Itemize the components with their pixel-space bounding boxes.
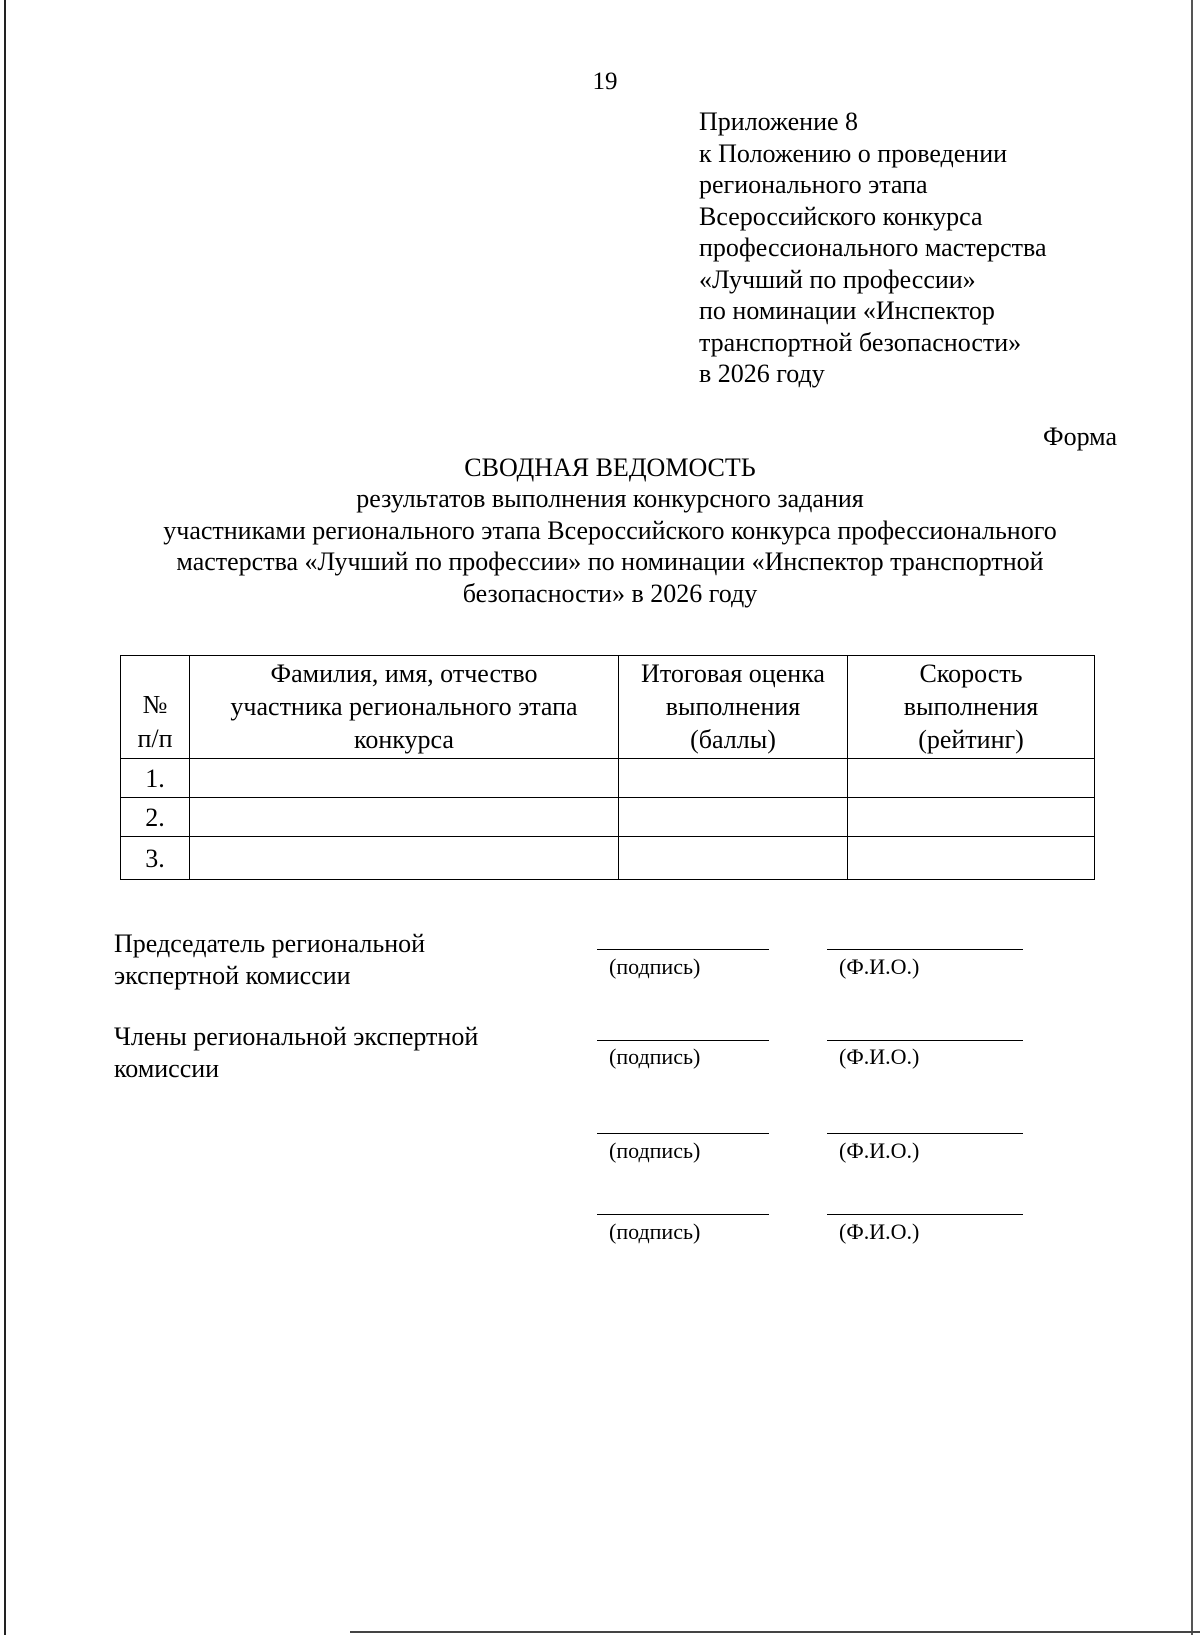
speed-rating-cell	[848, 759, 1095, 798]
participant-name-cell	[190, 759, 619, 798]
header-final-score	[619, 656, 848, 759]
appendix-line: Всероссийского конкурса	[699, 201, 983, 231]
header-line: Фамилия, имя, отчество	[270, 659, 538, 688]
speed-rating-cell	[848, 798, 1095, 837]
subtitle-line: участниками регионального этапа Всероссийского конкурса профессионального	[163, 515, 1057, 545]
members-role	[114, 1021, 478, 1085]
header-number	[121, 656, 190, 759]
name-caption: (Ф.И.О.)	[839, 1044, 920, 1069]
row-number: 1.	[121, 759, 190, 798]
member-name-line	[827, 1040, 1023, 1041]
name-caption: (Ф.И.О.)	[839, 954, 920, 979]
appendix-line: «Лучший по профессии»	[699, 264, 976, 294]
member-signature-line	[597, 1040, 769, 1041]
final-score-cell	[619, 837, 848, 880]
role-line: Председатель региональной	[114, 929, 426, 958]
table-header-row	[121, 656, 1095, 759]
role-line: экспертной комиссии	[114, 961, 351, 990]
header-line: Скорость	[919, 659, 1023, 688]
appendix-line: по номинации «Инспектор	[699, 296, 995, 325]
results-table	[120, 655, 1095, 880]
document-subtitle	[90, 483, 1130, 609]
final-score-cell	[619, 759, 848, 798]
member-name-line	[827, 1214, 1023, 1215]
header-line: (баллы)	[690, 725, 776, 754]
header-line: выполнения	[903, 692, 1039, 721]
header-line: (рейтинг)	[918, 725, 1024, 754]
appendix-line: транспортной безопасности»	[699, 327, 1022, 357]
row-number: 2.	[121, 798, 190, 837]
member-name-line	[827, 1133, 1023, 1134]
appendix-line: регионального этапа	[699, 170, 928, 199]
subtitle-line: результатов выполнения конкурсного задания	[356, 484, 864, 513]
scan-left-edge	[4, 0, 6, 1635]
form-label: Форма	[1043, 422, 1117, 451]
role-line: Члены региональной экспертной	[114, 1022, 479, 1051]
speed-rating-cell	[848, 837, 1095, 880]
appendix-line: в 2026 году	[699, 359, 825, 388]
table-row	[121, 759, 1095, 798]
signature-caption: (подпись)	[609, 1219, 701, 1244]
member-signature-line	[597, 1214, 769, 1215]
appendix-line: профессионального мастерства	[699, 233, 1047, 262]
row-number: 3.	[121, 837, 190, 880]
scan-bottom-edge	[350, 1631, 1200, 1633]
participant-name-cell	[190, 798, 619, 837]
appendix-block	[699, 106, 1139, 390]
appendix-line: Приложение 8	[699, 107, 859, 136]
subtitle-line: безопасности» в 2026 году	[462, 578, 758, 608]
header-speed-rating	[848, 656, 1095, 759]
role-line: комиссии	[114, 1054, 220, 1083]
final-score-cell	[619, 798, 848, 837]
participant-name-cell	[190, 837, 619, 880]
header-line: п/п	[137, 724, 173, 753]
header-line: участника регионального этапа	[230, 692, 578, 721]
chairman-signature-line	[597, 949, 769, 950]
signature-caption: (подпись)	[609, 954, 701, 979]
chairman-role	[114, 928, 425, 992]
page-number: 19	[592, 68, 618, 95]
table-row	[121, 837, 1095, 880]
name-caption: (Ф.И.О.)	[839, 1138, 920, 1163]
signature-caption: (подпись)	[609, 1044, 701, 1069]
scan-right-edge	[1191, 0, 1193, 1635]
signature-caption: (подпись)	[609, 1138, 701, 1163]
member-signature-line	[597, 1133, 769, 1134]
chairman-name-line	[827, 949, 1023, 950]
table-row	[121, 798, 1095, 837]
document-title: СВОДНАЯ ВЕДОМОСТЬ	[464, 453, 756, 482]
name-caption: (Ф.И.О.)	[839, 1219, 920, 1244]
header-line: №	[142, 690, 168, 719]
header-line: Итоговая оценка	[641, 659, 825, 688]
subtitle-line: мастерства «Лучший по профессии» по номинации «Инспектор транспортной	[176, 547, 1044, 576]
appendix-line: к Положению о проведении	[699, 138, 1008, 168]
header-participant-name	[190, 656, 619, 759]
header-line: выполнения	[665, 692, 801, 721]
header-line: конкурса	[354, 725, 454, 754]
